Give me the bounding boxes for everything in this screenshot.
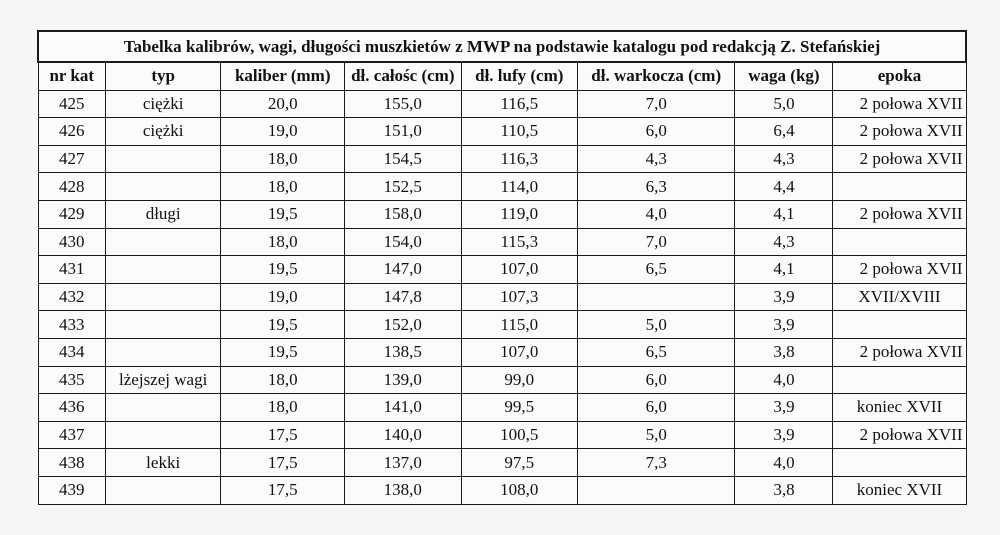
cell-nr-kat: 433	[38, 311, 105, 339]
cell-dl-warkocza: 6,5	[578, 338, 735, 366]
cell-kaliber: 18,0	[221, 366, 345, 394]
cell-waga: 3,9	[735, 311, 833, 339]
header-dl-calosc: dł. całośc (cm)	[345, 62, 461, 90]
cell-nr-kat: 425	[38, 90, 105, 118]
cell-typ: ciężki	[105, 118, 220, 146]
cell-dl-warkocza: 6,0	[578, 366, 735, 394]
cell-dl-calosc: 158,0	[345, 200, 461, 228]
cell-epoka	[833, 366, 966, 394]
cell-dl-lufy: 116,5	[461, 90, 577, 118]
table-row	[38, 421, 966, 449]
cell-nr-kat: 430	[38, 228, 105, 256]
cell-typ	[105, 228, 220, 256]
cell-waga: 4,3	[735, 145, 833, 173]
cell-dl-warkocza: 6,3	[578, 173, 735, 201]
header-kaliber: kaliber (mm)	[221, 62, 345, 90]
table-row	[38, 394, 966, 422]
header-epoka: epoka	[833, 62, 966, 90]
cell-epoka: 2 połowa XVII	[833, 90, 966, 118]
table-row	[38, 145, 966, 173]
cell-kaliber: 18,0	[221, 173, 345, 201]
cell-waga: 5,0	[735, 90, 833, 118]
cell-epoka: 2 połowa XVII	[833, 200, 966, 228]
musket-table	[37, 30, 967, 505]
cell-dl-lufy: 114,0	[461, 173, 577, 201]
cell-dl-lufy: 99,5	[461, 394, 577, 422]
cell-dl-calosc: 154,0	[345, 228, 461, 256]
cell-dl-warkocza: 7,0	[578, 228, 735, 256]
header-dl-lufy: dł. lufy (cm)	[461, 62, 577, 90]
cell-nr-kat: 434	[38, 338, 105, 366]
cell-dl-calosc: 155,0	[345, 90, 461, 118]
cell-dl-calosc: 139,0	[345, 366, 461, 394]
cell-dl-warkocza: 5,0	[578, 421, 735, 449]
cell-nr-kat: 428	[38, 173, 105, 201]
cell-dl-calosc: 137,0	[345, 449, 461, 477]
cell-dl-warkocza: 6,5	[578, 256, 735, 284]
cell-dl-lufy: 110,5	[461, 118, 577, 146]
cell-typ	[105, 421, 220, 449]
cell-dl-warkocza: 4,0	[578, 200, 735, 228]
cell-dl-lufy: 115,3	[461, 228, 577, 256]
header-waga: waga (kg)	[735, 62, 833, 90]
header-nr-kat: nr kat	[38, 62, 105, 90]
cell-waga: 4,0	[735, 449, 833, 477]
cell-kaliber: 19,5	[221, 311, 345, 339]
cell-waga: 3,9	[735, 283, 833, 311]
cell-typ	[105, 256, 220, 284]
cell-dl-calosc: 138,0	[345, 476, 461, 504]
cell-typ: lekki	[105, 449, 220, 477]
cell-nr-kat: 435	[38, 366, 105, 394]
cell-dl-lufy: 107,0	[461, 338, 577, 366]
cell-kaliber: 17,5	[221, 449, 345, 477]
cell-typ: ciężki	[105, 90, 220, 118]
table-row	[38, 256, 966, 284]
cell-dl-calosc: 138,5	[345, 338, 461, 366]
cell-kaliber: 18,0	[221, 228, 345, 256]
cell-epoka: 2 połowa XVII	[833, 421, 966, 449]
table-row	[38, 338, 966, 366]
cell-epoka: 2 połowa XVII	[833, 338, 966, 366]
cell-dl-lufy: 119,0	[461, 200, 577, 228]
cell-dl-calosc: 141,0	[345, 394, 461, 422]
cell-kaliber: 17,5	[221, 476, 345, 504]
cell-dl-lufy: 97,5	[461, 449, 577, 477]
cell-kaliber: 19,5	[221, 200, 345, 228]
cell-nr-kat: 431	[38, 256, 105, 284]
cell-dl-warkocza: 4,3	[578, 145, 735, 173]
cell-nr-kat: 438	[38, 449, 105, 477]
header-row	[38, 62, 966, 90]
cell-dl-lufy: 100,5	[461, 421, 577, 449]
cell-epoka: XVII/XVIII	[833, 283, 966, 311]
cell-kaliber: 19,0	[221, 118, 345, 146]
cell-kaliber: 20,0	[221, 90, 345, 118]
cell-kaliber: 18,0	[221, 394, 345, 422]
cell-typ	[105, 338, 220, 366]
cell-dl-lufy: 99,0	[461, 366, 577, 394]
cell-dl-warkocza: 7,3	[578, 449, 735, 477]
cell-waga: 4,3	[735, 228, 833, 256]
cell-epoka: 2 połowa XVII	[833, 256, 966, 284]
cell-dl-lufy: 115,0	[461, 311, 577, 339]
cell-kaliber: 19,0	[221, 283, 345, 311]
cell-nr-kat: 432	[38, 283, 105, 311]
table-body	[38, 90, 966, 504]
cell-dl-warkocza	[578, 476, 735, 504]
cell-waga: 3,9	[735, 394, 833, 422]
cell-dl-calosc: 140,0	[345, 421, 461, 449]
cell-kaliber: 19,5	[221, 256, 345, 284]
cell-epoka	[833, 449, 966, 477]
table-row	[38, 311, 966, 339]
table-row	[38, 366, 966, 394]
cell-dl-warkocza: 7,0	[578, 90, 735, 118]
table-row	[38, 283, 966, 311]
title-row	[38, 31, 966, 62]
cell-dl-calosc: 151,0	[345, 118, 461, 146]
cell-dl-lufy: 107,0	[461, 256, 577, 284]
cell-dl-warkocza	[578, 283, 735, 311]
cell-epoka: koniec XVII	[833, 394, 966, 422]
cell-epoka: 2 połowa XVII	[833, 118, 966, 146]
header-typ: typ	[105, 62, 220, 90]
cell-waga: 3,8	[735, 476, 833, 504]
cell-typ	[105, 394, 220, 422]
header-dl-warkocza: dł. warkocza (cm)	[578, 62, 735, 90]
cell-nr-kat: 426	[38, 118, 105, 146]
cell-nr-kat: 439	[38, 476, 105, 504]
cell-typ	[105, 145, 220, 173]
cell-typ	[105, 283, 220, 311]
table-row	[38, 173, 966, 201]
cell-nr-kat: 427	[38, 145, 105, 173]
cell-epoka	[833, 173, 966, 201]
cell-waga: 4,4	[735, 173, 833, 201]
table-row	[38, 449, 966, 477]
cell-dl-calosc: 152,5	[345, 173, 461, 201]
table-row	[38, 228, 966, 256]
cell-kaliber: 18,0	[221, 145, 345, 173]
cell-waga: 3,8	[735, 338, 833, 366]
cell-epoka: 2 połowa XVII	[833, 145, 966, 173]
cell-dl-warkocza: 6,0	[578, 118, 735, 146]
cell-typ	[105, 476, 220, 504]
cell-dl-lufy: 107,3	[461, 283, 577, 311]
table-row	[38, 118, 966, 146]
cell-waga: 6,4	[735, 118, 833, 146]
cell-dl-calosc: 154,5	[345, 145, 461, 173]
cell-dl-calosc: 147,8	[345, 283, 461, 311]
cell-dl-warkocza: 6,0	[578, 394, 735, 422]
cell-nr-kat: 429	[38, 200, 105, 228]
cell-dl-calosc: 147,0	[345, 256, 461, 284]
table-row	[38, 476, 966, 504]
cell-typ	[105, 173, 220, 201]
table-row	[38, 200, 966, 228]
cell-kaliber: 19,5	[221, 338, 345, 366]
cell-typ	[105, 311, 220, 339]
table-title: Tabelka kalibrów, wagi, długości muszkietów z MWP na podstawie katalogu pod redakcją Z. Stefańskiej	[38, 31, 966, 62]
cell-waga: 4,1	[735, 200, 833, 228]
cell-nr-kat: 436	[38, 394, 105, 422]
cell-epoka	[833, 311, 966, 339]
table-row	[38, 90, 966, 118]
cell-typ: lżejszej wagi	[105, 366, 220, 394]
cell-kaliber: 17,5	[221, 421, 345, 449]
cell-epoka: koniec XVII	[833, 476, 966, 504]
cell-waga: 3,9	[735, 421, 833, 449]
cell-dl-lufy: 116,3	[461, 145, 577, 173]
cell-dl-warkocza: 5,0	[578, 311, 735, 339]
cell-typ: długi	[105, 200, 220, 228]
cell-nr-kat: 437	[38, 421, 105, 449]
cell-waga: 4,0	[735, 366, 833, 394]
cell-epoka	[833, 228, 966, 256]
cell-dl-calosc: 152,0	[345, 311, 461, 339]
cell-dl-lufy: 108,0	[461, 476, 577, 504]
cell-waga: 4,1	[735, 256, 833, 284]
